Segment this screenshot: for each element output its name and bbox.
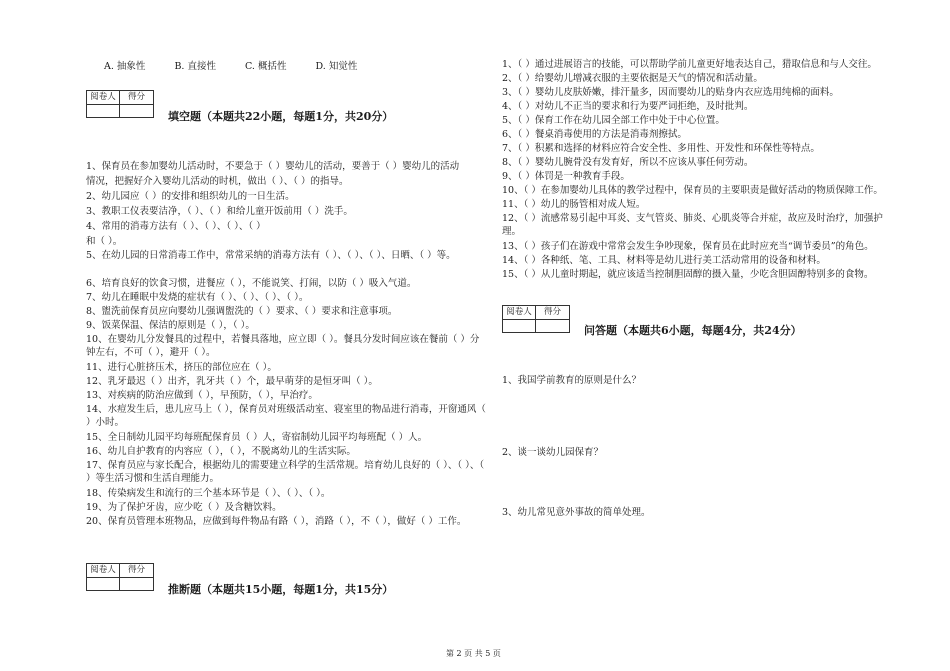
judge-line: 15、（ ）从儿童时期起，就应该适当控制胆固醇的摄入量，少吃含胆固醇特别多的食物。 <box>502 269 874 280</box>
reviewer-label: 阅卷人 <box>87 91 120 105</box>
reviewer-cell <box>503 320 536 332</box>
fill-line: 10、在婴幼儿分发餐具的过程中，若餐具落地，应立即（ ）。餐具分发时间应该在餐前（ ）分钟左右，不可（ ），避开（ ）。 <box>86 334 480 358</box>
fill-line: 15、全日制幼儿园平均每班配保育员（ ）人，寄宿制幼儿园平均每班配（ ）人。 <box>86 432 428 443</box>
fill-line: 3、教职工仪表要洁净，（ ）、（ ）和给儿童开饭前用（ ）洗手。 <box>86 206 353 217</box>
fill-line: 5、在幼儿园的日常消毒工作中，常常采纳的消毒方法有（ ）、（ ）、（ ）、日晒、（ ）等。 <box>86 250 456 261</box>
score-label: 得分 <box>120 91 153 105</box>
fill-line: 情况，把握好介入婴幼儿活动的时机，做出（ ）、（ ）的指导。 <box>86 176 349 187</box>
fill-line: 12、乳牙最迟（ ）出齐，乳牙共（ ）个，最早萌芽的是恒牙叫（ ）。 <box>86 376 378 387</box>
score-label: 得分 <box>120 564 153 578</box>
option-c: C. 概括性 <box>245 61 287 72</box>
qa-question: 1、我国学前教育的原则是什么？ <box>502 375 642 386</box>
judge-section-title: 推断题（本题共15小题，每题1分，共15分） <box>168 583 394 596</box>
judge-line: 12、（ ）流感常易引起中耳炎、支气管炎、肺炎、心肌炎等合并症，故应及时治疗，加强护理。 <box>502 213 883 237</box>
judge-line: 6、（ ）餐桌消毒使用的方法是消毒剂擦拭。 <box>502 129 687 140</box>
option-b: B. 直接性 <box>174 61 216 72</box>
option-a: A. 抽象性 <box>104 61 146 72</box>
judge-line: 10、（ ）在参加婴幼儿具体的教学过程中，保育员的主要职责是做好活动的物质保障工作。 <box>502 185 883 196</box>
judge-line: 2、（ ）给婴幼儿增减衣服的主要依据是天气的情况和活动量。 <box>502 73 763 84</box>
judge-line: 14、（ ）各种纸、笔、工具、材料等是幼儿进行美工活动常用的设备和材料。 <box>502 255 826 266</box>
reviewer-label: 阅卷人 <box>503 306 536 320</box>
score-cell <box>120 105 153 117</box>
judge-line: 4、（ ）对幼儿不正当的要求和行为要严词拒绝，及时批判。 <box>502 101 754 112</box>
page-number: 第 2 页 共 5 页 <box>446 649 501 658</box>
judge-line: 8、（ ）婴幼儿腕骨没有发育好，所以不应该从事任何劳动。 <box>502 157 754 168</box>
judge-line: 7、（ ）积累和选择的材料应符合安全性、多用性、开发性和环保性等特点。 <box>502 143 820 154</box>
fill-line: 20、保育员管理本班物品，应做到每件物品有路（ ），消路（ ），不（ ），做好（ ）工作。 <box>86 516 467 527</box>
judge-line: 3、（ ）婴幼儿皮肤娇嫩，排汗量多，因而婴幼儿的贴身内衣应选用纯棉的面料。 <box>502 87 839 98</box>
reviewer-cell <box>87 105 120 117</box>
score-cell <box>536 320 569 332</box>
fill-line: 16、幼儿自护教育的内容应（ ），（ ），不脱离幼儿的生活实际。 <box>86 446 356 457</box>
score-box-fill <box>86 90 154 118</box>
fill-line: 17、保育员应与家长配合，根据幼儿的需要建立科学的生活常规。培育幼儿良好的（ ）、（ ）、（ ）等生活习惯和生活自理能力。 <box>86 460 485 484</box>
qa-section-title: 问答题（本题共6小题，每题4分，共24分） <box>584 324 802 337</box>
fill-line: 14、水痘发生后，患儿应马上（ ），保育员对班级活动室、寝室里的物品进行消毒，开窗通风（ ）小时。 <box>86 404 486 428</box>
fill-section-title: 填空题（本题共22小题，每题1分，共20分） <box>168 110 394 123</box>
score-box-qa <box>502 305 570 333</box>
fill-line: 和（ ）。 <box>86 236 123 247</box>
option-d: D. 知觉性 <box>315 61 358 72</box>
judge-line: 11、（ ）幼儿的肠管相对成人短。 <box>502 199 646 210</box>
fill-line: 13、对疾病的防治应做到（ ），早预防，（ ），早治疗。 <box>86 390 318 401</box>
score-cell <box>120 578 153 590</box>
judge-line: 5、（ ）保育工作在幼儿园全部工作中处于中心位置。 <box>502 115 725 126</box>
fill-line: 11、进行心脏挤压术，挤压的部位应在（ ）。 <box>86 362 277 373</box>
fill-line: 2、幼儿园应（ ）的安排和组织幼儿的一日生活。 <box>86 191 295 202</box>
judge-line: 9、（ ）体罚是一种教育手段。 <box>502 171 630 182</box>
fill-line: 7、幼儿在睡眠中发烧的症状有（ ）、（ ）、（ ）、（ ）。 <box>86 292 309 303</box>
score-box-judge <box>86 563 154 591</box>
qa-question: 2、谈一谈幼儿园保育？ <box>502 447 604 458</box>
reviewer-cell <box>87 578 120 590</box>
score-label: 得分 <box>536 306 569 320</box>
fill-line: 6、培育良好的饮食习惯，进餐应（ ），不能说笑、打闹，以防（ ）吸入气道。 <box>86 278 417 289</box>
fill-line: 1、保育员在参加婴幼儿活动时，不要急于（ ）婴幼儿的活动，要善于（ ）婴幼儿的活动 <box>86 161 460 172</box>
fill-line: 19、为了保护牙齿，应少吃（ ）及含糖饮料。 <box>86 502 282 513</box>
choice-options <box>104 58 383 72</box>
fill-line: 18、传染病发生和流行的三个基本环节是（ ）、（ ）、（ ）。 <box>86 488 331 499</box>
fill-line: 9、饭菜保温、保洁的原则是（ ），（ ）。 <box>86 320 255 331</box>
fill-line: 4、常用的消毒方法有（ ）、（ ）、（ ）、（ ） <box>86 221 266 232</box>
reviewer-label: 阅卷人 <box>87 564 120 578</box>
judge-line: 13、（ ）孩子们在游戏中常常会发生争吵现象，保育员在此时应充当“调节委员”的角色。 <box>502 241 874 252</box>
judge-line: 1、（ ）通过进展语言的技能，可以帮助学前儿童更好地表达自己，猎取信息和与人交往。 <box>502 59 877 70</box>
qa-question: 3、幼儿常见意外事故的简单处理。 <box>502 507 651 518</box>
fill-line: 8、盥洗前保育员应向婴幼儿强调盥洗的（ ）要求、（ ）要求和注意事项。 <box>86 306 398 317</box>
